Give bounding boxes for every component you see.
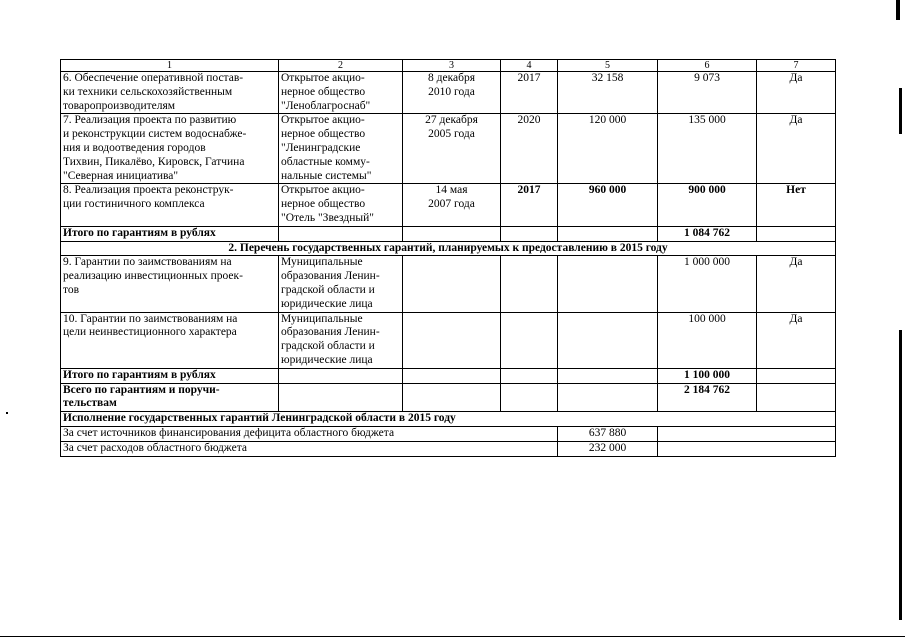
empty-cell — [501, 368, 558, 383]
execution-heading-row — [61, 412, 836, 427]
empty-cell — [501, 226, 558, 241]
grand-total-row — [61, 383, 836, 412]
guarantee-amount: 9 073 — [658, 72, 757, 114]
scan-edge-mark — [899, 88, 902, 134]
guarantee-amount: 900 000 — [658, 184, 757, 226]
empty-cell — [279, 383, 403, 412]
empty-cell — [501, 383, 558, 412]
column-number: 5 — [558, 60, 658, 72]
scan-speck — [6, 412, 8, 414]
empty-cell — [757, 226, 836, 241]
column-number: 4 — [501, 60, 558, 72]
empty-cell — [558, 226, 658, 241]
execution-row — [61, 426, 836, 441]
recourse-flag: Да — [757, 256, 836, 312]
total-label: Итого по гарантиям в рублях — [61, 226, 279, 241]
organization: Открытое акцио- нерное общество "Ленинградские областные комму- нальные системы" — [279, 114, 403, 184]
scan-edge-mark — [896, 0, 900, 20]
grand-total-label: Всего по гарантиям и поручи- тельствам — [61, 383, 279, 412]
empty-cell — [279, 368, 403, 383]
empty-cell — [658, 426, 836, 441]
grand-total-value: 2 184 762 — [658, 383, 757, 412]
amount: 120 000 — [558, 114, 658, 184]
organization: Муниципальные образования Ленин- градской области и юридические лица — [279, 312, 403, 368]
project-name: 7. Реализация проекта по развитию и реконструкции систем водоснабже- ния и водоотведения городов Тихвин, Пикалёво, Кировск, Гатчина "Северная инициатива" — [61, 114, 279, 184]
empty-cell — [501, 256, 558, 312]
empty-cell — [757, 383, 836, 412]
empty-cell — [403, 256, 501, 312]
column-number: 7 — [757, 60, 836, 72]
recourse-flag: Да — [757, 72, 836, 114]
project-name: 10. Гарантии по заимствованиям на цели неинвестиционного характера — [61, 312, 279, 368]
empty-cell — [403, 368, 501, 383]
empty-cell — [403, 226, 501, 241]
amount: 960 000 — [558, 184, 658, 226]
empty-cell — [279, 226, 403, 241]
amount: 32 158 — [558, 72, 658, 114]
recourse-flag: Да — [757, 312, 836, 368]
execution-value: 232 000 — [558, 441, 658, 456]
empty-cell — [658, 441, 836, 456]
total-row — [61, 226, 836, 241]
empty-cell — [558, 368, 658, 383]
organization: Муниципальные образования Ленин- градской области и юридические лица — [279, 256, 403, 312]
project-name: 6. Обеспечение оперативной постав- ки техники сельскохозяйственным товаропроизводителям — [61, 72, 279, 114]
recourse-flag: Нет — [757, 184, 836, 226]
total-label: Итого по гарантиям в рублях — [61, 368, 279, 383]
total-value: 1 100 000 — [658, 368, 757, 383]
table-row — [61, 72, 836, 114]
empty-cell — [757, 368, 836, 383]
scan-edge-mark — [899, 330, 902, 620]
execution-row — [61, 441, 836, 456]
column-number: 3 — [403, 60, 501, 72]
column-number: 1 — [61, 60, 279, 72]
column-number: 6 — [658, 60, 757, 72]
column-number: 2 — [279, 60, 403, 72]
recourse-flag: Да — [757, 114, 836, 184]
empty-cell — [403, 312, 501, 368]
empty-cell — [558, 312, 658, 368]
execution-label: За счет источников финансирования дефицита областного бюджета — [61, 426, 558, 441]
execution-heading: Исполнение государственных гарантий Ленинградской области в 2015 году — [61, 412, 836, 427]
maturity-year: 2017 — [501, 72, 558, 114]
total-value: 1 084 762 — [658, 226, 757, 241]
table-row — [61, 184, 836, 226]
execution-value: 637 880 — [558, 426, 658, 441]
agreement-date: 27 декабря 2005 года — [403, 114, 501, 184]
table-row — [61, 114, 836, 184]
table-row — [61, 312, 836, 368]
empty-cell — [501, 312, 558, 368]
guarantee-amount: 135 000 — [658, 114, 757, 184]
section-heading: 2. Перечень государственных гарантий, планируемых к предоставлению в 2015 году — [61, 241, 836, 256]
agreement-date: 14 мая 2007 года — [403, 184, 501, 226]
guarantee-amount: 100 000 — [658, 312, 757, 368]
organization: Открытое акцио- нерное общество "Леноблагроснаб" — [279, 72, 403, 114]
project-name: 9. Гарантии по заимствованиям на реализацию инвестиционных проек- тов — [61, 256, 279, 312]
empty-cell — [403, 383, 501, 412]
maturity-year: 2020 — [501, 114, 558, 184]
guarantee-amount: 1 000 000 — [658, 256, 757, 312]
section-heading-row — [61, 241, 836, 256]
agreement-date: 8 декабря 2010 года — [403, 72, 501, 114]
maturity-year: 2017 — [501, 184, 558, 226]
column-number-row — [61, 60, 836, 72]
empty-cell — [558, 383, 658, 412]
organization: Открытое акцио- нерное общество "Отель "Звездный" — [279, 184, 403, 226]
guarantees-table — [60, 59, 836, 457]
empty-cell — [558, 256, 658, 312]
total-row — [61, 368, 836, 383]
table-row — [61, 256, 836, 312]
scan-bottom-edge — [0, 636, 905, 637]
execution-label: За счет расходов областного бюджета — [61, 441, 558, 456]
project-name: 8. Реализация проекта реконструк- ции гостиничного комплекса — [61, 184, 279, 226]
